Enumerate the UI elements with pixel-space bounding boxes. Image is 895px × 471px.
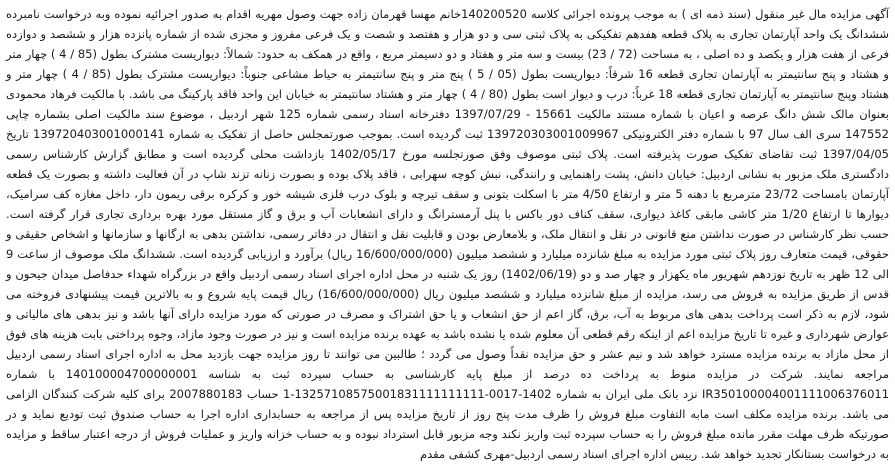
- auction-notice-text: آگهی مزایده مال غیر منقول (سند ذمه ای ) به موجب پرونده اجرائی کلاسه 140200520خانم مهسا قهرمان زاده جهت وصول مهریه اقدام به صدور اجرائیه نموده وبه درخواست نامبرده ششدانگ یک واحد آپارتمان تجاری به پلاک قطعه هفدهم تفکیکی به پلاک ثبتی سی و دو هزار و هفتصد و شصت و یک فرعی مفروز و مجزی شده از شماره پانزده هزار و ششصد و دوازده فرعی از هفت هزار و یکصد و ده اصلی ، به مساحت (72 / 23) بیست و سه متر و هفتاد و دو دسیمتر مربع ، واقع در همکف به حدود: شمالاً: دیواریست مشترک بطول (85 / 4 ) چهار متر و هشتاد و پنج سانتیمتر به آپارتمان تجاری قطعه 16 شرقاً: دیواریست بطول (05 / 5 ) پنج متر و پنج سانتیمتر به حیاط مشاعی جنوباً: دیواریست مشترک بطول (85 / 4 ) چهار متر و هشتاد وپنج سانتیمتر به آپارتمان تجاری قطعه 18 غرباً: درب و دیوار است بطول (80 / 4 ) چهار متر و هشتاد سانتیمتر به خیابان این واحد فاقد پارکینگ می باشد. با مالکیت فرهاد محمودی بعنوان مالک شش دانگ عرصه و اعیان با شماره مستند مالکیت 15661 - 1397/07/29 دفترخانه اسناد رسمی شماره 125 شهر اردبیل ، موضوع سند مالکیت اصلی بشماره چاپی 147552 سری الف سال 97 با شماره دفتر الکترونیکی 139720303001009967 ثبت گردیده است. بموجب صورتمجلس حاصل از تفکیک به شماره 139720403001000141 تاریخ 1397/04/05 ثبت تقاضای تفکیک صورت پذیرفته است. پلاک ثبتی موصوف وفق صورتجلسه مورخ 1402/05/17 بازداشت محلی گردیده است و مطابق گزارش کارشناس رسمی دادگستری ملک مزبور به نشانی اردبیل: خیابان دانش، پشت راهنمایی و رانندگی، نبش کوچه سهرابی ، فاقد پلاک بوده و بصورت زنانه تزند شاپ در آن فعالیت داشته و بصورت یک قطعه آپارتمان بامساحت 23/72 مترمربع با دهنه 5 متر و ارتفاع 4/50 متر با اسکلت بتونی و سقف تیرچه و بلوک درب فلزی شیشه خور و کرکره برقی ریمون دار، داخل مغازه کف سرامیک، دیوارها تا ارتفاع 1/20 متر کاشی مابقی کاغذ دیواری، سقف کناف دور باکس با پنل آرمسترانگ و دارای انشعابات آب و برق و گاز مستقل مورد بهره برداری تجاری قرار گرفته است. حسب نظر کارشناس در صورت نداشتن منع قانونی در نقل و انتقال ملک، و بلامعارض بودن و قابلیت نقل و انتقال در دفاتر رسمی، نداشتن بدهی به ارگانها و سازمانها و اشخاص حقیقی و حقوقی، قیمت متعارف روز پلاک ثبتی مورد مزایده به مبلغ شانزده میلیارد و ششصد میلیون (16/600/000/000 ریال) برآورد و ارزیابی گردیده است. ششدانگ ملک موصوف از ساعت 9 الی 12 ظهر به تاریخ نوزدهم شهریور ماه یکهزار و چهار صد و دو (1402/06/19) روز یک شنبه در محل اداره اجرای اسناد رسمی اردبیل واقع در بزرگراه شهداء حدفاصل میدان جیحون و قدس از طریق مزایده به فروش می رسد، مزایده از مبلغ شانزده میلیارد و ششصد میلیون ریال (16/600/000/000) ریال قیمت پایه شروع و به بالاترین قیمت پیشنهادی فروخته می شود، لازم به ذکر است پرداخت بدهی های مربوط به آب، برق، گاز اعم از حق انشعاب و یا حق اشتراک و مصرف در صورتی که مورد مزایده دارای آنها باشد و نیز بدهی های مالیاتی و عوارض شهرداری و غیره تا تاریخ مزایده اعم از اینکه رقم قطعی آن معلوم شده یا نشده باشد به عهده برنده مزایده است و نیز در صورت وجود مازاد، وجوه پرداختی بابت هزینه های فوق از محل مازاد به برنده مزایده مسترد خواهد شد و نیم عشر و حق مزایده نقداً وصول می گردد ؛ طالبین می توانند تا روز مزایده جهت بازدید محل به اداره اجرای اسناد رسمی اردبیل مراجعه نمایند. شرکت در مزایده منوط به پرداخت ده درصد از مبلغ پایه کارشناسی به حساب سپرده ثبت به شناسه 140100004700000001 با شماره IR350100004001111006376011 نزد بانک ملی ایران به شماره 1402-0017-13257108575001831111111111-1 حساب 2007880183 برای کلیه شرکت کنندگان الزامی می باشد. برنده مزایده مکلف است مابه التفاوت مبلغ فروش را ظرف مدت پنج روز از تاریخ مزایده پس از مراجعه به حسابداری اداره اجرا به حساب صندوق ثبت تودیع نماید و در صورتیکه ظرف مهلت مقرر مانده مبلغ فروش را به حساب سپرده ثبت واریز نکند وجه مزبور قابل استرداد نبوده و به حساب خزانه واریز و عملیات فروش از درجه اعتبار ساقط و مزایده به درخواست بستانکار تجدید خواهد شد. رییس اداره اجرای اسناد رسمی اردبیل-مهری کشفی مقدم: [6, 7, 890, 461]
